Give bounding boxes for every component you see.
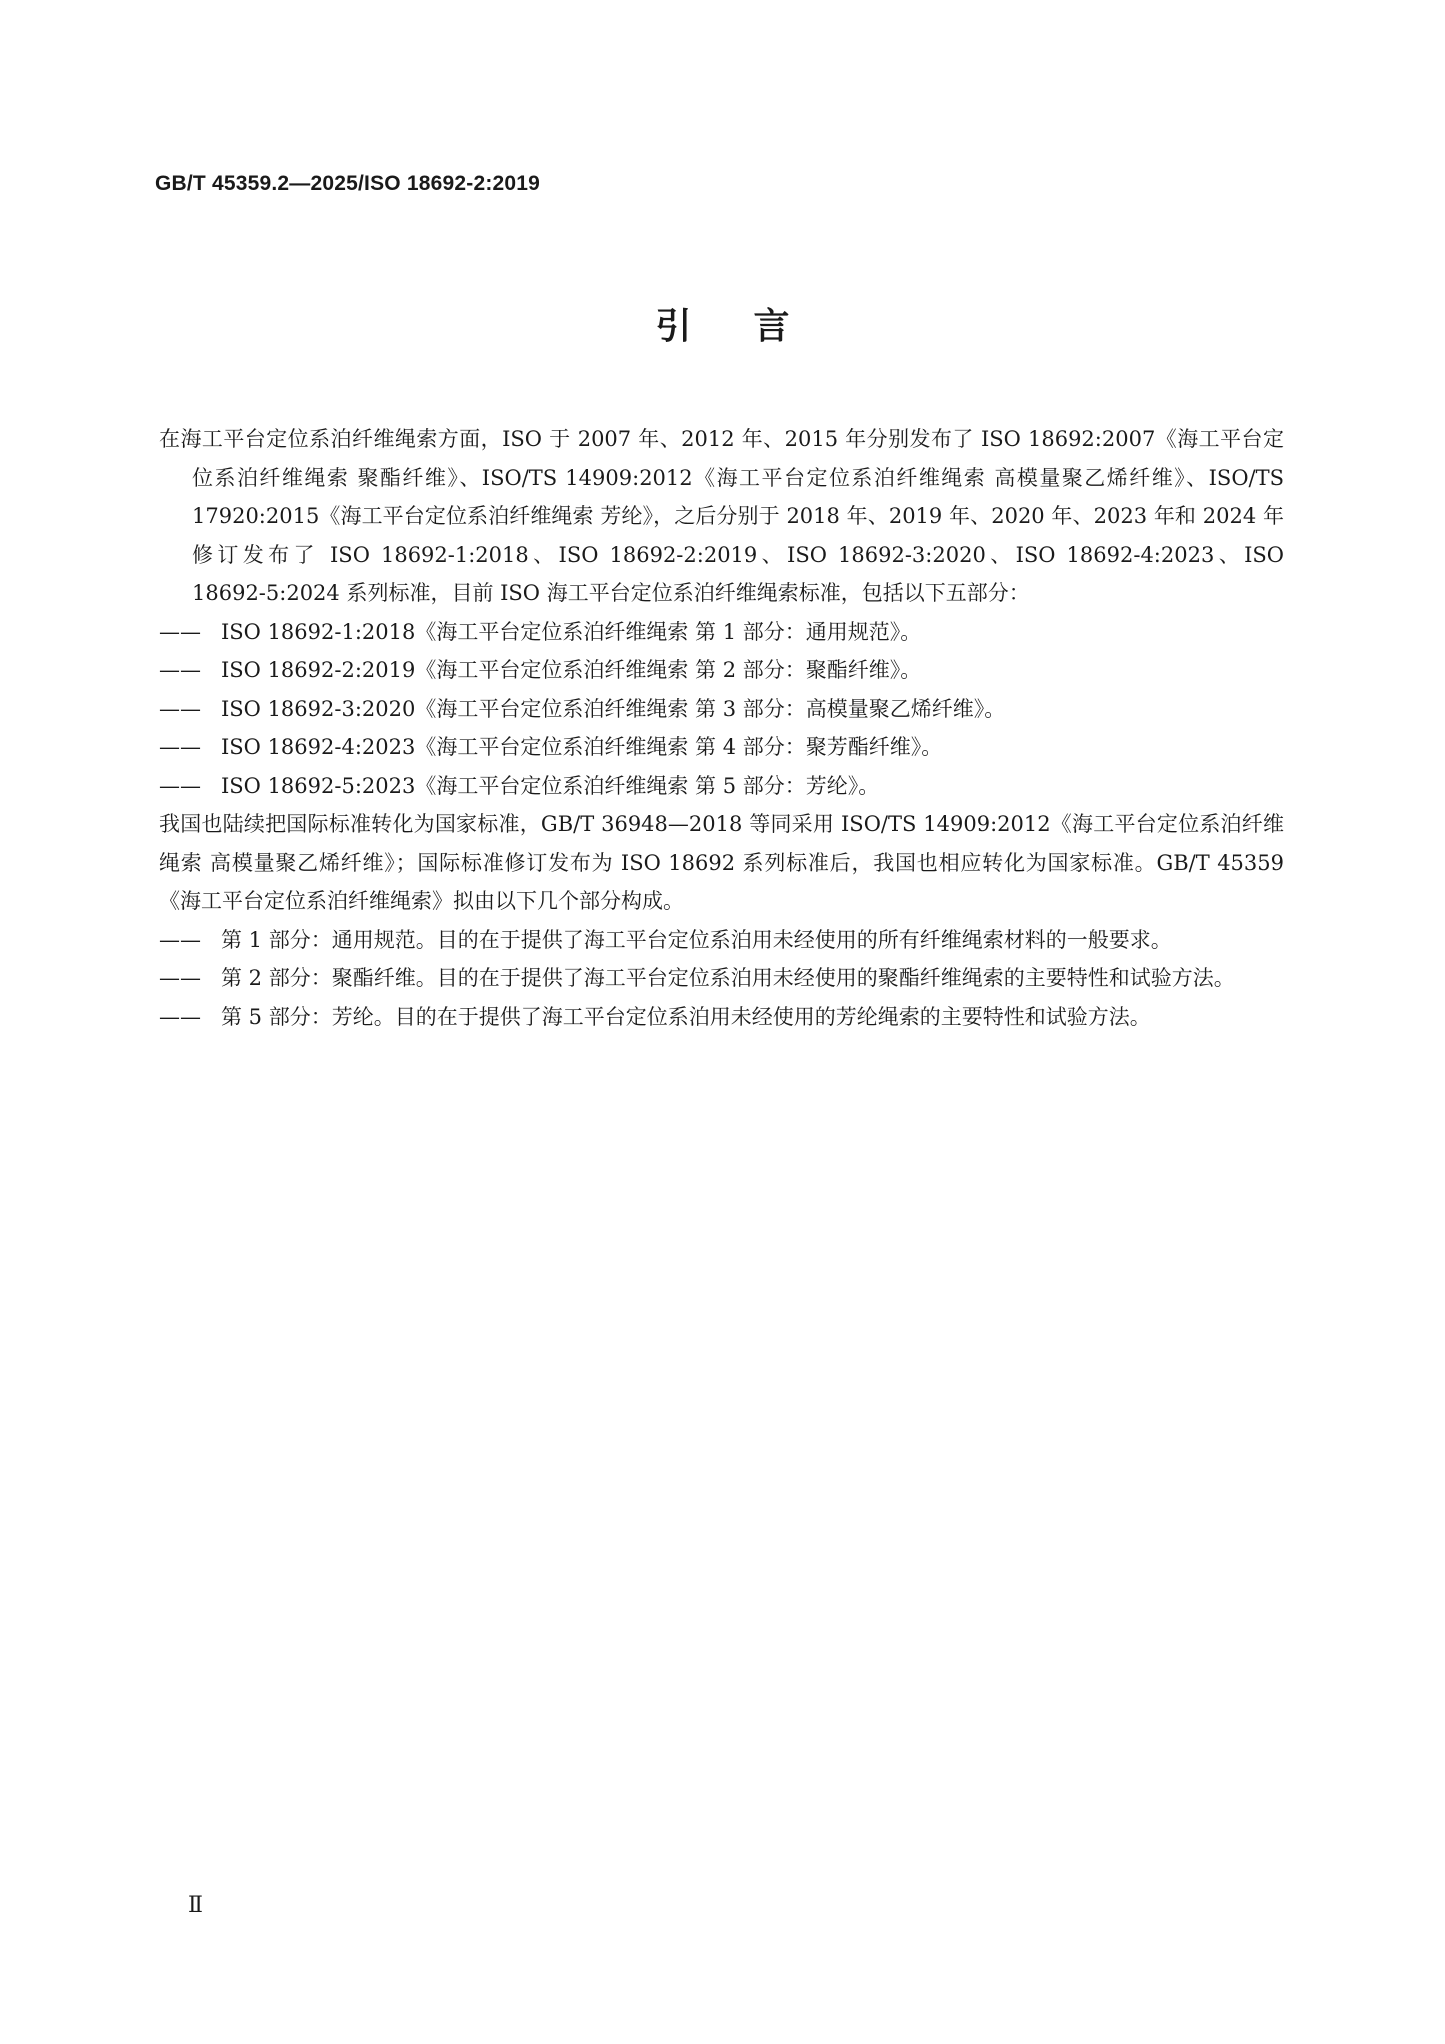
- document-code: GB/T 45359.2—2025/ISO 18692-2:2019: [155, 172, 541, 195]
- list-item: [159, 651, 1284, 690]
- list-item-text: 第 2 部分：聚酯纤维。目的在于提供了海工平台定位系泊用未经使用的聚酯纤维绳索的主要特性和试验方法。: [221, 966, 1235, 990]
- list-item: [159, 959, 1284, 998]
- list-item-text: ISO 18692-5:2023《海工平台定位系泊纤维绳索 第 5 部分：芳纶》。: [221, 773, 880, 798]
- list-item: [159, 728, 1284, 767]
- dash-marker: ——: [159, 1004, 201, 1029]
- page-number: Ⅱ: [188, 1893, 203, 1918]
- national-paragraph: 我国也陆续把国际标准转化为国家标准，GB/T 36948—2018 等同采用 ISO/TS 14909:2012《海工平台定位系泊纤维绳索 高模量聚乙烯纤维》；国际标准修订发布为 ISO 18692 系列标准后，我国也相应转化为国家标准。GB/T 45359《海工平台定位系泊纤维绳索》拟由以下几个部分构成。: [159, 812, 1284, 913]
- document-body: [159, 420, 1284, 1036]
- list-item-text: ISO 18692-3:2020《海工平台定位系泊纤维绳索 第 3 部分：高模量聚乙烯纤维》。: [221, 696, 1006, 721]
- list-item: [159, 690, 1284, 729]
- list-item-text: 第 1 部分：通用规范。目的在于提供了海工平台定位系泊用未经使用的所有纤维绳索材料的一般要求。: [221, 927, 1172, 952]
- intro-paragraph: 在海工平台定位系泊纤维绳索方面，ISO 于 2007 年、2012 年、2015 年分别发布了 ISO 18692:2007《海工平台定位系泊纤维绳索 聚酯纤维》、ISO/TS 14909:2012《海工平台定位系泊纤维绳索 高模量聚乙烯纤维》、ISO/TS 17920:2015《海工平台定位系泊纤维绳索 芳纶》，之后分别于 2018 年、2019 年、2020 年、2023 年和 2024 年修订发布了 ISO 18692-1:2018、ISO 18692-2:2019、ISO 18692-3:2020、ISO 18692-4:2023、ISO 18692-5:2024 系列标准，目前 ISO 海工平台定位系泊纤维绳索标准，包括以下五部分：: [159, 427, 1284, 605]
- list-item: [159, 613, 1284, 652]
- list-item: [159, 767, 1284, 806]
- page-title: [0, 298, 1445, 349]
- title-char-left: 引: [655, 306, 692, 347]
- gb-parts-list: [159, 921, 1284, 1037]
- dash-marker: ——: [159, 696, 201, 721]
- title-char-right: 言: [753, 306, 790, 347]
- dash-marker: ——: [159, 658, 201, 682]
- list-item-text: ISO 18692-4:2023《海工平台定位系泊纤维绳索 第 4 部分：聚芳酯纤维》。: [221, 735, 943, 759]
- list-item-text: ISO 18692-2:2019《海工平台定位系泊纤维绳索 第 2 部分：聚酯纤维》。: [221, 658, 922, 682]
- dash-marker: ——: [159, 927, 201, 952]
- dash-marker: ——: [159, 966, 201, 990]
- list-item: [159, 921, 1284, 960]
- dash-marker: ——: [159, 619, 201, 644]
- iso-parts-list: [159, 613, 1284, 806]
- dash-marker: ——: [159, 735, 201, 759]
- dash-marker: ——: [159, 773, 201, 798]
- list-item: [159, 998, 1284, 1037]
- list-item-text: 第 5 部分：芳纶。目的在于提供了海工平台定位系泊用未经使用的芳纶绳索的主要特性和试验方法。: [221, 1004, 1151, 1029]
- list-item-text: ISO 18692-1:2018《海工平台定位系泊纤维绳索 第 1 部分：通用规范》。: [221, 619, 922, 644]
